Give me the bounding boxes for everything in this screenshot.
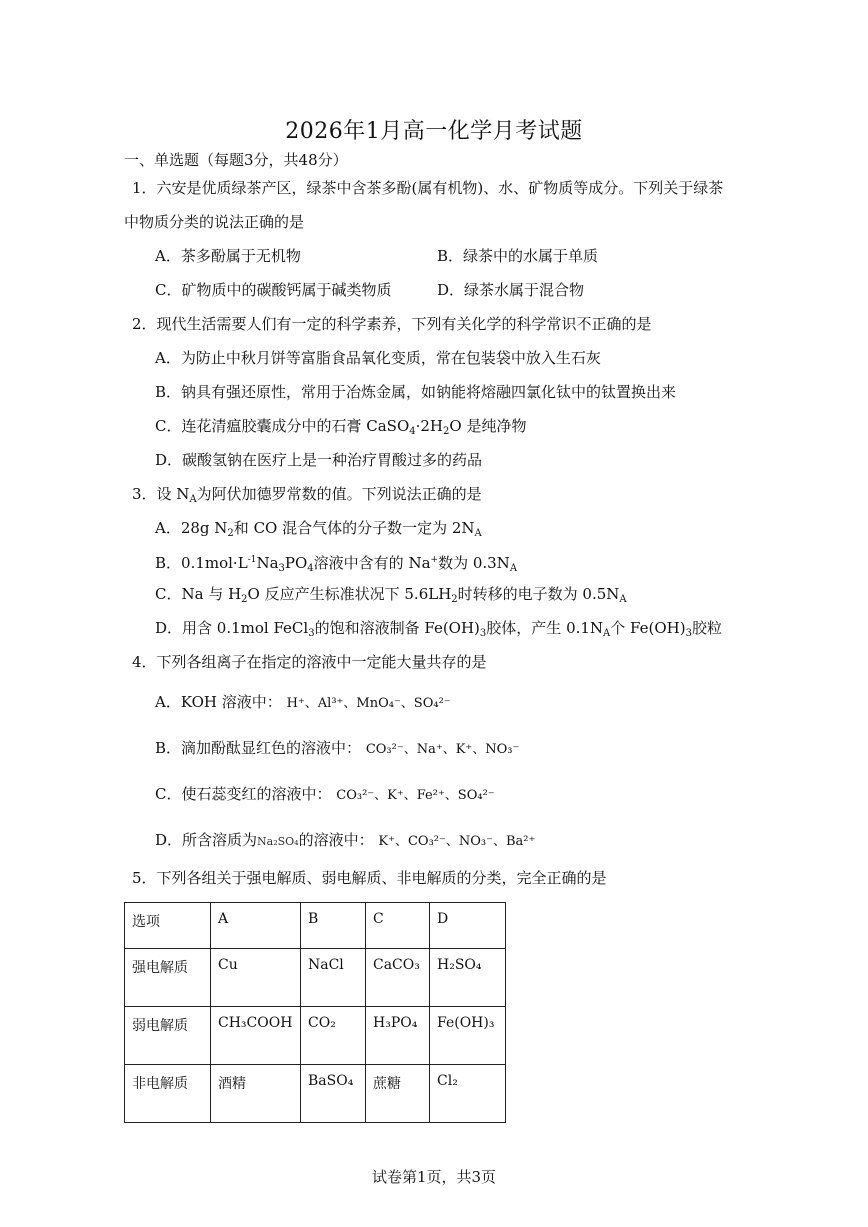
section-heading: 一、单选题（每题3分，共48分） [124, 151, 348, 169]
page-title: 2026年1月高一化学月考试题 [285, 119, 583, 144]
table-row [125, 1065, 506, 1123]
table-header-cell: D [430, 903, 506, 949]
page-footer: 试卷第1页，共3页 [371, 1168, 497, 1186]
q4-option-d: D．所含溶质为Na₂SO₄的溶液中： K⁺、CO₃²⁻、NO₃⁻、Ba²⁺ [155, 831, 536, 849]
table-cell: 弱电解质 [125, 1007, 211, 1065]
table-header-cell: A [211, 903, 301, 949]
q3-option-b: B．$0.1mol\cdot L^{-1}Na_3PO_4$溶液中含有的 Na+数为 $0.3N_A$ [155, 554, 518, 574]
q3-option-c: C．Na 与 $H_2O$ 反应产生标准状况下 $5.6LH_2$时转移的电子数为 $0.5N_A$ [155, 585, 627, 605]
q2-option-d: D．碳酸氢钠在医疗上是一种治疗胃酸过多的药品 [155, 451, 483, 469]
q2-option-b: B．钠具有强还原性，常用于冶炼金属，如钠能将熔融四氯化钛中的钛置换出来 [155, 383, 677, 401]
q3-stem: 3．设 $N_A$为阿伏加德罗常数的值。下列说法正确的是 [132, 485, 482, 505]
table-header-row [125, 903, 506, 949]
table-cell: Cu [211, 949, 301, 1007]
q1-stem: 1．六安是优质绿茶产区，绿茶中含茶多酚(属有机物)、水、矿物质等成分。下列关于绿茶 [132, 179, 724, 197]
table-header-cell: C [366, 903, 430, 949]
table-cell: Fe(OH)₃ [430, 1007, 506, 1065]
q1-option-b: B．绿茶中的水属于单质 [437, 247, 599, 265]
table-cell: 酒精 [211, 1065, 301, 1123]
table-header-cell: B [301, 903, 366, 949]
table-cell: Cl₂ [430, 1065, 506, 1123]
table-header-cell: 选项 [125, 903, 211, 949]
table-cell: CaCO₃ [366, 949, 430, 1007]
table-cell: 非电解质 [125, 1065, 211, 1123]
q4-option-b: B．滴加酚酞显红色的溶液中： CO₃²⁻、Na⁺、K⁺、NO₃⁻ [155, 739, 520, 757]
q5-stem: 5．下列各组关于强电解质、弱电解质、非电解质的分类，完全正确的是 [132, 869, 607, 887]
q4-b-ions: CO₃²⁻、Na⁺、K⁺、NO₃⁻ [365, 742, 520, 757]
q3-option-d: D．用含 0.1mol FeCl$_3$的饱和溶液制备 $Fe(OH)_3$胶体，产生 $0.1N_A$个 $Fe(OH)_3$胶粒 [155, 619, 722, 639]
q4-a-ions: H⁺、Al³⁺、MnO₄⁻、SO₄²⁻ [286, 696, 451, 711]
q4-d-ions: K⁺、CO₃²⁻、NO₃⁻、Ba²⁺ [378, 834, 536, 849]
q4-stem: 4．下列各组离子在指定的溶液中一定能大量共存的是 [132, 653, 487, 671]
table-cell: 蔗糖 [366, 1065, 430, 1123]
table-cell: H₃PO₄ [366, 1007, 430, 1065]
table-cell: BaSO₄ [301, 1065, 366, 1123]
electrolyte-table [124, 902, 506, 1123]
table-cell: NaCl [301, 949, 366, 1007]
q4-c-ions: CO₃²⁻、K⁺、Fe²⁺、SO₄²⁻ [336, 788, 495, 803]
table-row [125, 1007, 506, 1065]
q1-option-c: C．矿物质中的碳酸钙属于碱类物质 [155, 281, 392, 299]
q4-option-a: A．KOH 溶液中： H⁺、Al³⁺、MnO₄⁻、SO₄²⁻ [155, 693, 451, 711]
table-cell: 强电解质 [125, 949, 211, 1007]
q4-option-c: C．使石蕊变红的溶液中： CO₃²⁻、K⁺、Fe²⁺、SO₄²⁻ [155, 785, 495, 803]
q1-option-a: A．茶多酚属于无机物 [155, 247, 301, 265]
q1-stem-cont: 中物质分类的说法正确的是 [124, 213, 305, 231]
q3-option-a: A．28g $N_2$和 CO 混合气体的分子数一定为 $2N_A$ [155, 519, 482, 539]
table-row [125, 949, 506, 1007]
q2-option-c: C．连花清瘟胶囊成分中的石膏 $CaSO_4\cdot 2H_2O$ 是纯净物 [155, 417, 527, 437]
table-cell: H₂SO₄ [430, 949, 506, 1007]
q2-option-a: A．为防止中秋月饼等富脂食品氧化变质，常在包装袋中放入生石灰 [155, 349, 601, 367]
table-cell: CO₂ [301, 1007, 366, 1065]
q1-option-d: D．绿茶水属于混合物 [437, 281, 585, 299]
table-cell: CH₃COOH [211, 1007, 301, 1065]
q2-stem: 2．现代生活需要人们有一定的科学素养，下列有关化学的科学常识不正确的是 [132, 315, 652, 333]
